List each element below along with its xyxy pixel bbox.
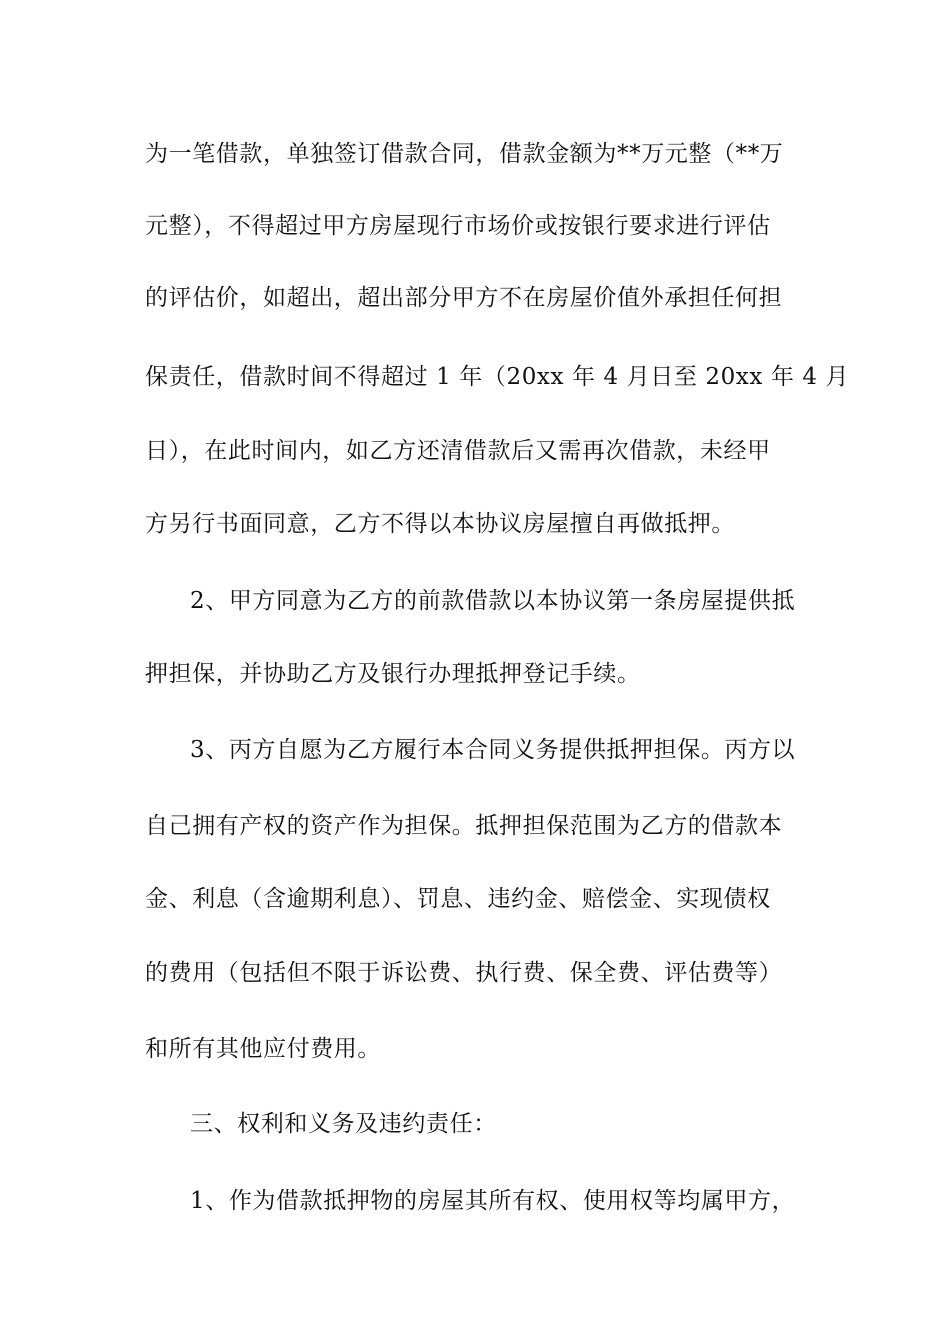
paragraph-line: 的评估价，如超出，超出部分甲方不在房屋价值外承担任何担 <box>145 285 783 311</box>
paragraph-line: 和所有其他应付费用。 <box>145 1036 381 1062</box>
clause-2-line: 2、甲方同意为乙方的前款借款以本协议第一条房屋提供抵 <box>190 588 796 614</box>
paragraph-line: 元整），不得超过甲方房屋现行市场价或按银行要求进行评估 <box>145 213 771 239</box>
clause-1-line: 1、作为借款抵押物的房屋其所有权、使用权等均属甲方， <box>190 1188 796 1214</box>
paragraph-line: 保责任，借款时间不得超过 1 年（20xx 年 4 月日至 20xx 年 4 月 <box>145 364 850 390</box>
paragraph-line: 自己拥有产权的资产作为担保。抵押担保范围为乙方的借款本 <box>145 813 783 839</box>
paragraph-line: 押担保，并协助乙方及银行办理抵押登记手续。 <box>145 661 641 687</box>
paragraph-line: 金、利息（含逾期利息）、罚息、违约金、赔偿金、实现债权 <box>145 886 771 912</box>
paragraph-line: 的费用（包括但不限于诉讼费、执行费、保全费、评估费等） <box>145 960 783 986</box>
paragraph-line: 为一笔借款，单独签订借款合同，借款金额为**万元整（**万 <box>145 141 784 167</box>
section-heading: 三、权利和义务及违约责任： <box>190 1111 497 1137</box>
paragraph-line: 方另行书面同意，乙方不得以本协议房屋擅自再做抵押。 <box>145 511 735 537</box>
paragraph-line: 日），在此时间内，如乙方还清借款后又需再次借款，未经甲 <box>145 438 771 464</box>
clause-3-line: 3、丙方自愿为乙方履行本合同义务提供抵押担保。丙方以 <box>190 737 796 763</box>
